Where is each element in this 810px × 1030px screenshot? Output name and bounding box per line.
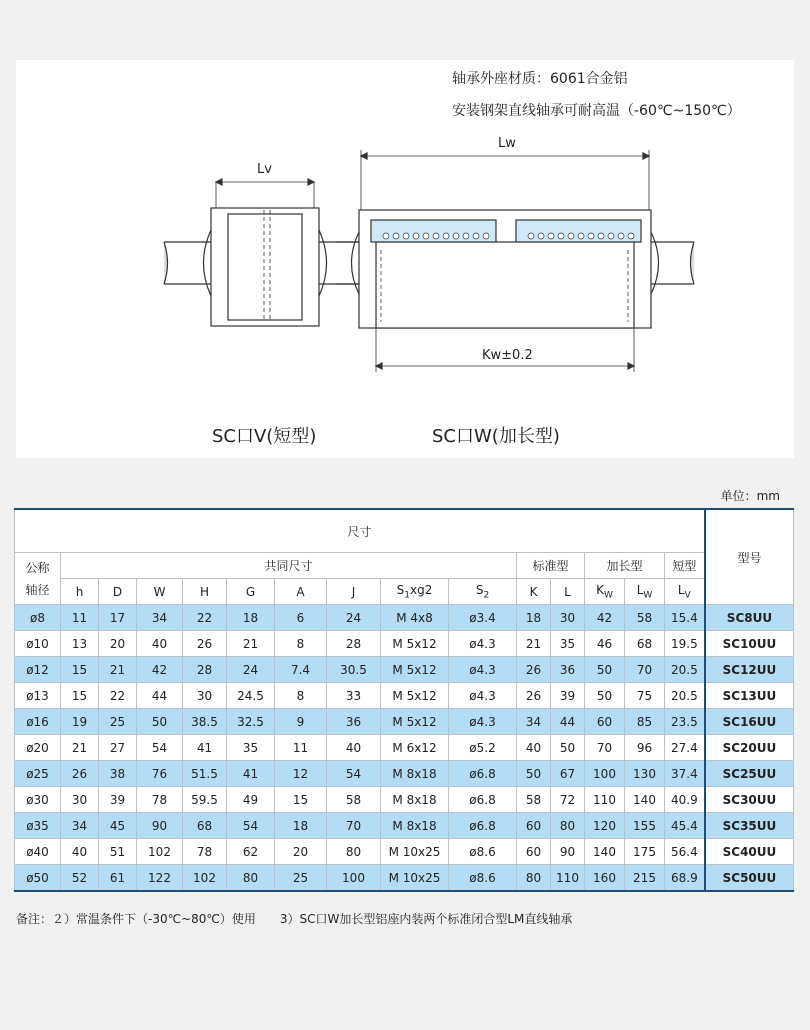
table-cell: 100 (585, 761, 625, 787)
table-cell: 155 (625, 813, 665, 839)
table-cell: 110 (551, 865, 585, 892)
table-cell: 8 (275, 631, 327, 657)
table-row (15, 605, 794, 631)
table-cell: 40 (61, 839, 99, 865)
table-cell: ø25 (15, 761, 61, 787)
size-header: 尺寸 (15, 509, 705, 553)
table-cell: M 6x12 (381, 735, 449, 761)
table-cell: 80 (327, 839, 381, 865)
table-cell: ø10 (15, 631, 61, 657)
col-kw: $K_W$ (585, 579, 625, 605)
table-cell: 51 (99, 839, 137, 865)
table-cell: 39 (551, 683, 585, 709)
table-cell: 40 (137, 631, 183, 657)
table-cell: 24.5 (227, 683, 275, 709)
table-cell: 80 (517, 865, 551, 892)
table-cell: ø3.4 (449, 605, 517, 631)
long-type-header: 加长型 (585, 553, 665, 579)
table-cell: 60 (517, 839, 551, 865)
table-cell: 26 (61, 761, 99, 787)
col-lv: $L_V$ (665, 579, 705, 605)
table-cell: 76 (137, 761, 183, 787)
col-K: K (517, 579, 551, 605)
col-h: h (61, 579, 99, 605)
table-cell: 58 (517, 787, 551, 813)
col-J: J (327, 579, 381, 605)
table-cell: 56.4 (665, 839, 705, 865)
table-cell: 120 (585, 813, 625, 839)
table-cell: 28 (327, 631, 381, 657)
table-row (15, 683, 794, 709)
table-cell: 15.4 (665, 605, 705, 631)
table-row (15, 761, 794, 787)
table-cell: 38 (99, 761, 137, 787)
model-cell: SC8UU (705, 605, 794, 631)
table-cell: M 5x12 (381, 631, 449, 657)
col-s1: $S_1xg2$ (381, 579, 449, 605)
table-cell: 45.4 (665, 813, 705, 839)
header-row-2 (15, 553, 794, 579)
table-cell: 37.4 (665, 761, 705, 787)
table-cell: ø50 (15, 865, 61, 892)
table-cell: 6 (275, 605, 327, 631)
table-cell: 50 (517, 761, 551, 787)
table-cell: 78 (183, 839, 227, 865)
table-cell: 34 (61, 813, 99, 839)
table-cell: 49 (227, 787, 275, 813)
kw-dimension-label: Kw±0.2 (482, 348, 533, 363)
table-cell: ø4.3 (449, 683, 517, 709)
table-cell: ø8 (15, 605, 61, 631)
table-cell: 25 (275, 865, 327, 892)
bore-header-line1: 公称 (25, 560, 50, 575)
table-cell: 30 (551, 605, 585, 631)
table-cell: 85 (625, 709, 665, 735)
col-H: H (183, 579, 227, 605)
table-cell: ø4.3 (449, 709, 517, 735)
lv-dimension-label: Lv (257, 162, 272, 177)
table-row (15, 709, 794, 735)
table-cell: 18 (227, 605, 275, 631)
table-cell: ø6.8 (449, 761, 517, 787)
table-cell: 38.5 (183, 709, 227, 735)
table-cell: 67 (551, 761, 585, 787)
table-cell: 54 (327, 761, 381, 787)
table-cell: 17 (99, 605, 137, 631)
table-cell: 50 (137, 709, 183, 735)
table-cell: ø5.2 (449, 735, 517, 761)
table-cell: 102 (183, 865, 227, 892)
table-cell: 140 (585, 839, 625, 865)
footnote: 备注：２）常温条件下（-30℃~80℃）使用 3）SC口W加长型铝座内装两个标准闭合型LM直线轴承 (16, 912, 573, 926)
table-cell: 58 (625, 605, 665, 631)
table-cell: 35 (227, 735, 275, 761)
table-cell: 44 (551, 709, 585, 735)
table-cell: 54 (227, 813, 275, 839)
table-cell: M 5x12 (381, 657, 449, 683)
table-cell: 80 (551, 813, 585, 839)
table-cell: 21 (517, 631, 551, 657)
table-cell: 26 (183, 631, 227, 657)
table-cell: 122 (137, 865, 183, 892)
table-cell: M 4x8 (381, 605, 449, 631)
table-cell: 41 (183, 735, 227, 761)
table-cell: M 8x18 (381, 787, 449, 813)
long-type-caption: SC口W(加长型) (432, 426, 560, 447)
table-cell: ø12 (15, 657, 61, 683)
table-cell: 140 (625, 787, 665, 813)
table-cell: 41 (227, 761, 275, 787)
table-cell: ø40 (15, 839, 61, 865)
model-cell: SC35UU (705, 813, 794, 839)
model-cell: SC25UU (705, 761, 794, 787)
standard-type-header: 标准型 (517, 553, 585, 579)
table-cell: 51.5 (183, 761, 227, 787)
table-cell: 15 (61, 683, 99, 709)
table-row (15, 735, 794, 761)
table-cell: 18 (517, 605, 551, 631)
table-cell: ø8.6 (449, 839, 517, 865)
short-type-caption: SC口V(短型) (212, 426, 317, 447)
temperature-note: 安装钢架直线轴承可耐高温（-60℃~150℃） (452, 103, 741, 119)
table-cell: 175 (625, 839, 665, 865)
table-cell: 54 (137, 735, 183, 761)
model-cell: SC13UU (705, 683, 794, 709)
table-cell: 59.5 (183, 787, 227, 813)
table-cell: 30 (183, 683, 227, 709)
table-cell: 12 (275, 761, 327, 787)
table-cell: 11 (61, 605, 99, 631)
bore-header (15, 553, 61, 605)
table-cell: 24 (227, 657, 275, 683)
table-cell: 42 (137, 657, 183, 683)
table-cell: 58 (327, 787, 381, 813)
table-cell: 61 (99, 865, 137, 892)
table-cell: 22 (183, 605, 227, 631)
table-cell: 215 (625, 865, 665, 892)
table-cell: 35 (551, 631, 585, 657)
table-cell: 21 (61, 735, 99, 761)
table-cell: 20 (99, 631, 137, 657)
table-cell: 23.5 (665, 709, 705, 735)
table-cell: 68.9 (665, 865, 705, 892)
model-cell: SC16UU (705, 709, 794, 735)
table-row (15, 813, 794, 839)
table-cell: 18 (275, 813, 327, 839)
table-cell: 62 (227, 839, 275, 865)
table-cell: M 8x18 (381, 813, 449, 839)
table-cell: 19.5 (665, 631, 705, 657)
table-cell: 32.5 (227, 709, 275, 735)
table-cell: ø4.3 (449, 657, 517, 683)
table-cell: 21 (227, 631, 275, 657)
model-cell: SC50UU (705, 865, 794, 892)
table-cell: 46 (585, 631, 625, 657)
table-cell: 20.5 (665, 683, 705, 709)
table-cell: 75 (625, 683, 665, 709)
table-cell: 19 (61, 709, 99, 735)
table-cell: 30 (61, 787, 99, 813)
table-cell: 42 (585, 605, 625, 631)
table-cell: 39 (99, 787, 137, 813)
table-cell: 40 (517, 735, 551, 761)
table-cell: 44 (137, 683, 183, 709)
table-cell: 130 (625, 761, 665, 787)
bore-header-line2: 轴径 (25, 582, 50, 597)
table-cell: ø4.3 (449, 631, 517, 657)
model-cell: SC20UU (705, 735, 794, 761)
table-cell: M 10x25 (381, 839, 449, 865)
table-cell: 34 (137, 605, 183, 631)
table-cell: 60 (517, 813, 551, 839)
col-G: G (227, 579, 275, 605)
col-lw: $L_W$ (625, 579, 665, 605)
table-cell: 22 (99, 683, 137, 709)
table-row (15, 865, 794, 892)
table-cell: ø6.8 (449, 813, 517, 839)
material-note: 轴承外座材质：6061合金铝 (452, 71, 628, 87)
common-dims-header: 共同尺寸 (61, 553, 517, 579)
header-row-1 (15, 509, 794, 553)
table-cell: 90 (551, 839, 585, 865)
table-cell: ø20 (15, 735, 61, 761)
table-cell: 24 (327, 605, 381, 631)
table-cell: 90 (137, 813, 183, 839)
table-cell: 72 (551, 787, 585, 813)
table-cell: 7.4 (275, 657, 327, 683)
table-body (15, 605, 794, 892)
table-cell: M 5x12 (381, 709, 449, 735)
table-cell: 20 (275, 839, 327, 865)
header-row-3 (15, 579, 794, 605)
table-cell: 9 (275, 709, 327, 735)
table-cell: 60 (585, 709, 625, 735)
col-D: D (99, 579, 137, 605)
table-cell: 40 (327, 735, 381, 761)
table-cell: 70 (625, 657, 665, 683)
table-row (15, 657, 794, 683)
table-cell: ø13 (15, 683, 61, 709)
table-cell: ø16 (15, 709, 61, 735)
table-cell: 13 (61, 631, 99, 657)
table-cell: 52 (61, 865, 99, 892)
model-cell: SC12UU (705, 657, 794, 683)
table-cell: 100 (327, 865, 381, 892)
table-cell: 80 (227, 865, 275, 892)
table-cell: 68 (625, 631, 665, 657)
model-cell: SC40UU (705, 839, 794, 865)
table-cell: 27.4 (665, 735, 705, 761)
table-cell: 25 (99, 709, 137, 735)
table-cell: 34 (517, 709, 551, 735)
table-cell: ø6.8 (449, 787, 517, 813)
table-cell: 20.5 (665, 657, 705, 683)
table-cell: ø8.6 (449, 865, 517, 892)
table-cell: 70 (327, 813, 381, 839)
table-cell: 50 (551, 735, 585, 761)
short-type-drawing (164, 179, 371, 326)
model-cell: SC10UU (705, 631, 794, 657)
table-cell: 36 (327, 709, 381, 735)
table-cell: 68 (183, 813, 227, 839)
table-row (15, 787, 794, 813)
table-cell: M 5x12 (381, 683, 449, 709)
table-cell: ø35 (15, 813, 61, 839)
table-cell: 110 (585, 787, 625, 813)
short-type-header: 短型 (665, 553, 705, 579)
table-cell: 50 (585, 657, 625, 683)
table-cell: 33 (327, 683, 381, 709)
table-cell: 28 (183, 657, 227, 683)
long-type-drawing (336, 150, 694, 372)
table-cell: 102 (137, 839, 183, 865)
unit-label: 单位：mm (720, 489, 780, 503)
table-row (15, 631, 794, 657)
table-cell: ø30 (15, 787, 61, 813)
col-A: A (275, 579, 327, 605)
table-cell: 11 (275, 735, 327, 761)
table-cell: 27 (99, 735, 137, 761)
table-cell: 26 (517, 657, 551, 683)
col-L: L (551, 579, 585, 605)
table-cell: 78 (137, 787, 183, 813)
table-cell: 50 (585, 683, 625, 709)
col-s2: $S_2$ (449, 579, 517, 605)
table-cell: 160 (585, 865, 625, 892)
table-cell: M 8x18 (381, 761, 449, 787)
lw-dimension-label: Lw (498, 136, 516, 151)
table-cell: 21 (99, 657, 137, 683)
table-cell: 70 (585, 735, 625, 761)
table-cell: 36 (551, 657, 585, 683)
spec-table (14, 508, 794, 892)
table-cell: 15 (61, 657, 99, 683)
model-cell: SC30UU (705, 787, 794, 813)
col-W: W (137, 579, 183, 605)
table-row (15, 839, 794, 865)
table-cell: M 10x25 (381, 865, 449, 892)
technical-drawing-panel (16, 60, 794, 458)
table-cell: 26 (517, 683, 551, 709)
table-cell: 15 (275, 787, 327, 813)
model-header: 型号 (705, 509, 794, 605)
table-cell: 96 (625, 735, 665, 761)
table-cell: 8 (275, 683, 327, 709)
table-cell: 40.9 (665, 787, 705, 813)
table-cell: 30.5 (327, 657, 381, 683)
table-cell: 45 (99, 813, 137, 839)
